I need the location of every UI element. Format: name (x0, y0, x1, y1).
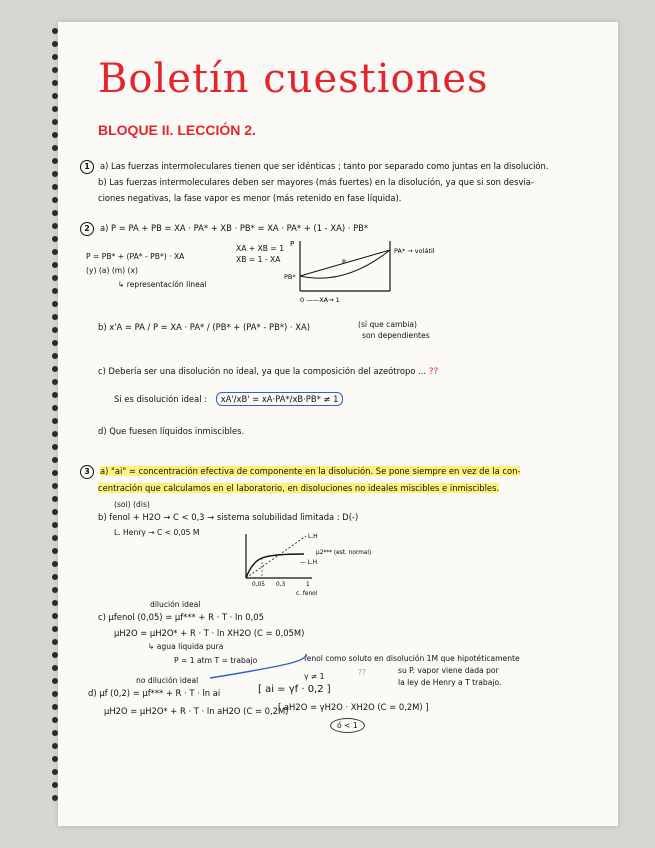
q2-c-eq-prefix: Si es disolución ideal : (114, 394, 208, 404)
binding-hole (52, 652, 58, 658)
spiral-binding (52, 28, 66, 818)
binding-hole (52, 119, 58, 125)
q3-a1: a) "ai" = concentración efectiva de componente en la disolución. Se pone siempre en vez de la con- (100, 466, 521, 476)
binding-hole (52, 535, 58, 541)
q3-c-note5: su P. vapor viene dada por (398, 666, 499, 675)
binding-hole (52, 41, 58, 47)
binding-hole (52, 444, 58, 450)
q3-a2: centración que calculamos en el laboratorio, en disoluciones no ideales miscibles e inmiscibles. (98, 483, 500, 493)
q1-b1: b) Las fuerzas intermoleculares deben ser mayores (más fuertes) en la disolución, ya que si son desvia- (98, 177, 534, 187)
binding-hole (52, 379, 58, 385)
q3-blue-stroke (208, 652, 308, 682)
binding-hole (52, 743, 58, 749)
binding-hole (52, 613, 58, 619)
binding-hole (52, 93, 58, 99)
q2-b-note2: son dependientes (362, 331, 430, 340)
q1-number: 1 (80, 160, 94, 174)
binding-hole (52, 132, 58, 138)
q2-c-eq-row (114, 394, 343, 404)
q2-graph-pb: PB* (284, 273, 296, 281)
q2-c-mark: ?? (428, 367, 439, 377)
binding-hole (52, 249, 58, 255)
q1-a: a) Las fuerzas intermoleculares tienen que ser idénticas ; tanto por separado como juntas en la disolución. (100, 161, 549, 171)
binding-hole (52, 496, 58, 502)
binding-hole (52, 626, 58, 632)
q3-d-eq1: d) μf (0,2) = μf*** + R · T · ln ai (88, 688, 221, 698)
q3-graph-x1: 0,05 (252, 582, 265, 588)
binding-hole (52, 28, 58, 34)
q3-graph-x3: 1 (306, 582, 310, 588)
q3-graph-xlabel: c. fenol (296, 591, 318, 597)
binding-hole (52, 366, 58, 372)
binding-hole (52, 262, 58, 268)
q2-graph-p-axis: P (290, 240, 295, 248)
q2-b-eq: b) x'A = PA / P = XA · PA* / (PB* + (PA* - PB*) · XA) (98, 322, 310, 332)
binding-hole (52, 184, 58, 190)
binding-hole (52, 275, 58, 281)
q3-b-eq: b) fenol + H2O → C < 0,3 → sistema solubilidad limitada : D(-) (98, 512, 359, 522)
binding-hole (52, 197, 58, 203)
binding-hole (52, 665, 58, 671)
q3-c-eq2: μH2O = μH2O* + R · T · ln XH2O (C = 0,05M) (114, 628, 305, 638)
binding-hole (52, 678, 58, 684)
binding-hole (52, 236, 58, 242)
q3-row-a1 (80, 465, 520, 479)
q3-c-note6: la ley de Henry a T trabajo. (398, 678, 502, 687)
binding-hole (52, 509, 58, 515)
q2-sub1: XA + XB = 1 (236, 244, 285, 253)
binding-hole (52, 418, 58, 424)
binding-hole (52, 171, 58, 177)
binding-hole (52, 67, 58, 73)
q2-graph-axis: 0 ——XA→ 1 (300, 296, 340, 304)
binding-hole (52, 548, 58, 554)
q3-b-tags: (sol) (dis) (114, 500, 150, 509)
q3-graph-mu: μ2*** (est. normal) (316, 550, 372, 556)
q2-pressure-graph (280, 236, 470, 306)
q3-d-circle: ó < 1 (330, 718, 365, 733)
q3-d-bracket1: [ ai = γf · 0,2 ] (258, 684, 331, 695)
binding-hole (52, 600, 58, 606)
binding-hole (52, 340, 58, 346)
q3-c-note3: P = 1 atm T = trabajo (174, 656, 258, 665)
q3-a2-row (98, 483, 499, 493)
q2-graph-pa: PA* → volátil (394, 247, 435, 255)
page-title: Boletín cuestiones (98, 56, 489, 102)
binding-hole (52, 795, 58, 801)
binding-hole (52, 470, 58, 476)
q3-c-mark: ?? (358, 668, 367, 677)
q2-sub2: XB = 1 - XA (236, 255, 281, 264)
q2-c-eq: xA'/xB' = xA·PA*/xB·PB* ≠ 1 (216, 392, 344, 406)
binding-hole (52, 288, 58, 294)
binding-hole (52, 574, 58, 580)
binding-hole (52, 210, 58, 216)
binding-hole (52, 756, 58, 762)
q2-row-a (80, 222, 368, 236)
binding-hole (52, 327, 58, 333)
binding-hole (52, 54, 58, 60)
q2-lin-eq: P = PB* + (PA* - PB*) · XA (86, 252, 185, 261)
q3-c-eq1: c) μfenol (0,05) = μf*** + R · T · ln 0,05 (98, 612, 264, 622)
binding-hole (52, 106, 58, 112)
q3-b-henry: L. Henry → C < 0,05 M (114, 528, 200, 537)
binding-hole (52, 353, 58, 359)
binding-hole (52, 782, 58, 788)
binding-hole (52, 561, 58, 567)
page-subtitle: BLOQUE II. LECCIÓN 2. (98, 122, 256, 138)
q3-c-note2: ↳ agua líquida pura (148, 642, 224, 651)
q2-graph-curve-label: P (342, 258, 346, 266)
binding-hole (52, 483, 58, 489)
binding-hole (52, 704, 58, 710)
binding-hole (52, 314, 58, 320)
q2-lin-note: ↳ representación lineal (118, 280, 207, 289)
q1-b2: ciones negativas, la fase vapor es menor (más retenido en fase líquida). (98, 193, 402, 203)
q3-graph-lh: L.H (308, 534, 318, 540)
binding-hole (52, 639, 58, 645)
q3-chemical-potential-graph (234, 530, 434, 598)
q2-lin-labels: (y) (a) (m) (x) (86, 266, 138, 275)
q3-c-note4: fenol como soluto en disolución 1M que hipotéticamente (304, 654, 520, 663)
binding-hole (52, 405, 58, 411)
q2-c (98, 366, 438, 377)
q3-graph-lh2: — L.H (300, 560, 318, 566)
q1-row-a (80, 160, 549, 174)
q3-d-gamma: γ ≠ 1 (304, 672, 325, 681)
binding-hole (52, 717, 58, 723)
binding-hole (52, 145, 58, 151)
q3-d-bracket2: [ aH2O = γH2O · XH2O (C = 0,2M) ] (278, 702, 429, 712)
binding-hole (52, 522, 58, 528)
q3-c-note: dilución ideal (150, 600, 201, 609)
q2-c-text: c) Debería ser una disolución no ideal, ya que la composición del azeótropo ... (98, 366, 427, 376)
binding-hole (52, 301, 58, 307)
binding-hole (52, 457, 58, 463)
q2-b-note1: (sí que cambia) (358, 320, 417, 329)
q2-d: d) Que fuesen líquidos inmiscibles. (98, 426, 245, 436)
binding-hole (52, 691, 58, 697)
q2-a-eq: a) P = PA + PB = XA · PA* + XB · PB* = XA · PA* + (1 - XA) · PB* (100, 223, 369, 233)
q2-number: 2 (80, 222, 94, 236)
binding-hole (52, 730, 58, 736)
binding-hole (52, 587, 58, 593)
binding-hole (52, 392, 58, 398)
notebook-page (58, 22, 618, 826)
binding-hole (52, 158, 58, 164)
binding-hole (52, 223, 58, 229)
q3-d-note: no dilución ideal (136, 676, 199, 685)
q3-number: 3 (80, 465, 94, 479)
q3-d-eq2: μH2O = μH2O* + R · T · ln aH2O (C = 0,2M) (104, 706, 289, 716)
q3-graph-x2: 0,3 (276, 582, 286, 588)
binding-hole (52, 431, 58, 437)
binding-hole (52, 80, 58, 86)
binding-hole (52, 769, 58, 775)
